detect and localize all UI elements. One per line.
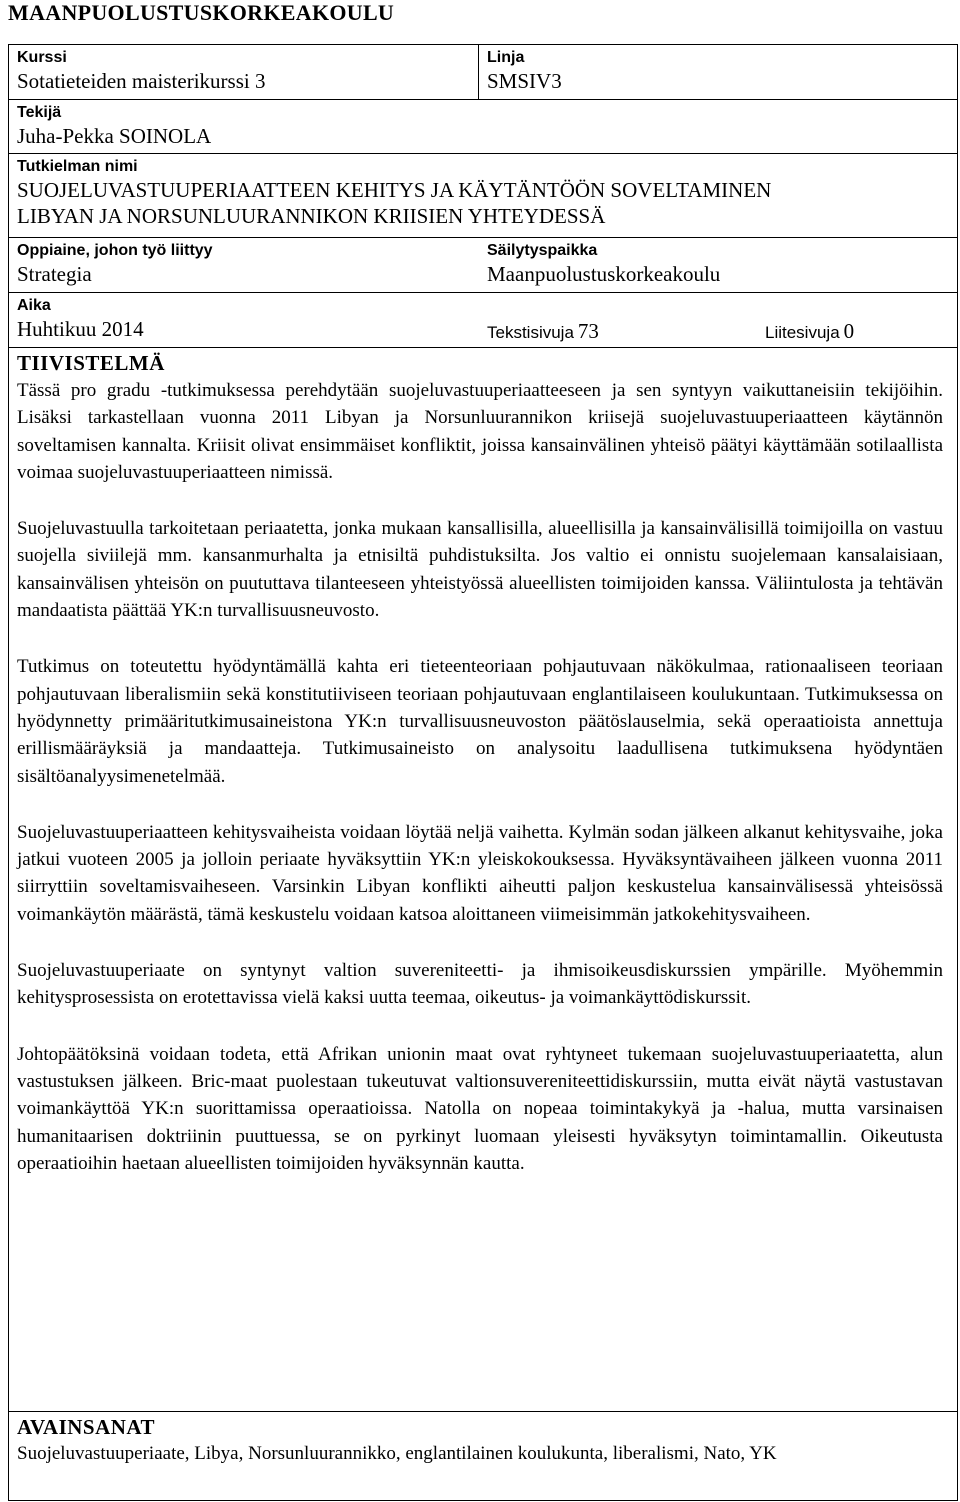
time-value: Huhtikuu 2014	[17, 317, 144, 341]
appendix-pages-label: Liitesivuja	[765, 323, 840, 342]
storage-label: Säilytyspaikka	[487, 242, 598, 259]
subject-row	[9, 238, 957, 293]
keywords-value: Suojeluvastuuperiaate, Libya, Norsunluurannikko, englantilainen koulukunta, liberalismi, Nato, YK	[17, 1443, 777, 1464]
time-row	[9, 293, 957, 348]
course-value: Sotatieteiden maisterikurssi 3	[17, 69, 266, 93]
subject-cell	[9, 238, 479, 292]
abstract-paragraph-6: Johtopäätöksinä voidaan todeta, että Afrikan unionin maat ovat ryhtyneet tukemaan suojeluvastuuperiaatetta, alun vastustuksen jälkeen. Bric-maat puolestaan tukeutuvat valtionsuvereniteettidiskurssiin, mutta eivät näytä vastustavan voimankäyttöä YK:n suorittamissa operaatioissa. Natolla on nopeaa toimintakykyä ja -halua, mutta varsinaisen humanitaarisen doktriinin puuttuessa, se on pyrkinyt luomaan yleisesti hyväksytyn toimintamallin. Oikeutusta operaatioihin haetaan alueellisten toimijoiden hyväksynnän kautta.	[17, 1043, 943, 1174]
line-label: Linja	[487, 49, 525, 66]
paragraph-spacer	[17, 624, 953, 653]
thesis-title-line1: SUOJELUVASTUUPERIAATTEEN KEHITYS JA KÄYTÄNTÖÖN SOVELTAMINEN	[17, 178, 772, 202]
abstract-paragraph-3: Tutkimus on toteutettu hyödyntämällä kahta eri tieteenteoriaan pohjautuvaan näkökulmaa, rationaaliseen teoriaan pohjautuvaan liberalismiin sekä konstitutiiviseen teoriaan pohjautuvaan englantilaiseen koulukuntaan. Tutkimuksessa on hyödynnetty primääritutkimusaineistona YK:n turvallisuusneuvoston päätöslauselmia, sekä operaatioista annettuja erillismääräyksiä ja mandaatteja. Tutkimusaineisto on analysoitu laadullisena tutkimuksena hyödyntäen sisältöanalyysimenetelmää.	[17, 656, 943, 787]
course-label: Kurssi	[17, 49, 67, 66]
line-cell	[479, 45, 957, 99]
line-value: SMSIV3	[487, 69, 562, 93]
storage-value: Maanpuolustuskorkeakoulu	[487, 262, 721, 286]
subject-value: Strategia	[17, 262, 92, 286]
paragraph-spacer	[17, 928, 953, 957]
text-pages-label: Tekstisivuja	[487, 323, 574, 342]
keywords-heading: AVAINSANAT	[17, 1415, 156, 1439]
storage-cell	[479, 238, 957, 292]
metadata-table	[8, 44, 958, 1501]
thesis-label: Tutkielman nimi	[17, 158, 138, 175]
thesis-row	[9, 154, 957, 238]
appendix-pages-value: 0	[843, 319, 855, 343]
thesis-cell	[9, 154, 957, 237]
paragraph-spacer	[17, 486, 953, 515]
course-row	[9, 45, 957, 100]
author-value: Juha-Pekka SOINOLA	[17, 124, 212, 148]
abstract-heading: TIIVISTELMÄ	[17, 351, 165, 375]
abstract-paragraph-5: Suojeluvastuuperiaate on syntynyt valtion suvereniteetti- ja ihmisoikeusdiskurssien ympärille. Myöhemmin kehitysprosessista on erotettavissa vielä kaksi uutta teemaa, oikeutus- ja voimankäyttödiskurssit.	[17, 960, 943, 1009]
subject-label: Oppiaine, johon työ liittyy	[17, 242, 213, 259]
appendix-pages-cell	[757, 293, 957, 347]
author-row	[9, 100, 957, 154]
time-cell	[9, 293, 479, 347]
abstract-row	[9, 348, 957, 1412]
abstract-paragraph-4: Suojeluvastuuperiaatteen kehitysvaiheista voidaan löytää neljä vaihetta. Kylmän sodan jälkeen alkanut kehitysvaihe, joka jatkui vuoteen 2005 ja jolloin periaate hyväksyttiin YK:n yleiskokouksessa. Hyväksyntävaiheen jälkeen vuonna 2011 siirryttiin soveltamisvaiheseen. Varsinkin Libyan konflikti aiheutti paljon keskustelua kansainvälisessä yhteisössä voimankäytön määrästä, tämä keskustelu voidaan katsoa aloittaneen viimeisimmän jatkokehitysvaiheen.	[17, 821, 943, 925]
time-label: Aika	[17, 297, 51, 314]
text-pages-cell	[479, 293, 749, 347]
abstract-paragraph-2: Suojeluvastuulla tarkoitetaan periaatetta, jonka mukaan kansallisilla, alueellisilla ja kansainvälisillä toimijoilla on vastuu suojella siviilejä mm. kansanmurhalta ja etnisiltä puhdistuksilta. Jos valtio ei onnistu suojelemaan kansalaisiaan, kansainvälisen yhteisön on puututtava tilanteeseen yhteistyössä alueellisten toimijoiden kanssa. Väliintulosta ja tehtävän mandaatista päättää YK:n turvallisuusneuvosto.	[17, 518, 943, 622]
author-label: Tekijä	[17, 104, 62, 121]
institution-name: MAANPUOLUSTUSKORKEAKOULU	[8, 0, 395, 25]
keywords-row	[9, 1412, 957, 1467]
thesis-title-line2: LIBYAN JA NORSUNLUURANNIKON KRIISIEN YHTEYDESSÄ	[17, 204, 606, 228]
author-cell	[9, 100, 957, 153]
text-pages-value: 73	[577, 319, 599, 343]
paragraph-spacer	[17, 790, 953, 819]
course-cell	[9, 45, 479, 99]
abstract-paragraph-1: Tässä pro gradu -tutkimuksessa perehdytään suojeluvastuuperiaatteeseen ja sen syntyyn vaikuttaneisiin tekijöihin. Lisäksi tarkastellaan vuonna 2011 Libyan ja Norsunluurannikon kriisejä suojeluvastuuperiaatteen käytännön soveltamisen kannalta. Kriisit olivat ensimmäiset konfliktit, joissa kansainvälinen yhteisö päätyi käyttämään sotilaallista voimaa suojeluvastuuperiaatteen nimissä.	[17, 380, 943, 483]
paragraph-spacer	[17, 1012, 953, 1041]
